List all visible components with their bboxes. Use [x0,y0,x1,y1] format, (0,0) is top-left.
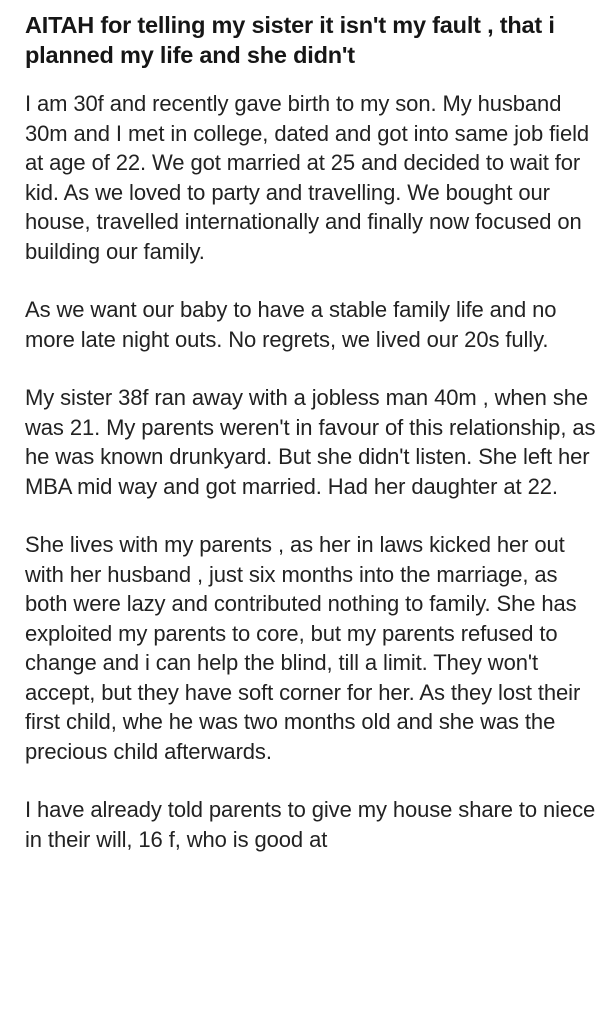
post-paragraph-1: I am 30f and recently gave birth to my son. My husband 30m and I met in college, dated and got into same job field at age of 22. We got married at 25 and decided to wait for kid. As we loved to party and travelling. We bought our house, travelled internationally and finally now focused on building our family. [25,91,590,264]
post-paragraph-3: My sister 38f ran away with a jobless man 40m , when she was 21. My parents weren't in favour of this relationship, as he was known drunkyard. But she didn't listen. She left her MBA mid way and got married. Had her daughter at 22. [25,385,596,499]
post-title: AITAH for telling my sister it isn't my fault , that i planned my life and she didn't [25,12,555,68]
post-paragraph-4: She lives with my parents , as her in laws kicked her out with her husband , just six months into the marriage, as both were lazy and contributed nothing to family. She has exploited my parents to core, but my parents refused to change and i can help the blind, till a limit. They won't accept, but they have soft corner for her. As they lost their first child, whe he was two months old and she was the precious child afterwards. [25,532,581,764]
post-paragraph-2: As we want our baby to have a stable family life and no more late night outs. No regrets, we lived our 20s fully. [25,297,557,352]
post-paragraph-5: I have already told parents to give my house share to niece in their will, 16 f, who is good at [25,797,596,852]
post-content [25,10,600,883]
